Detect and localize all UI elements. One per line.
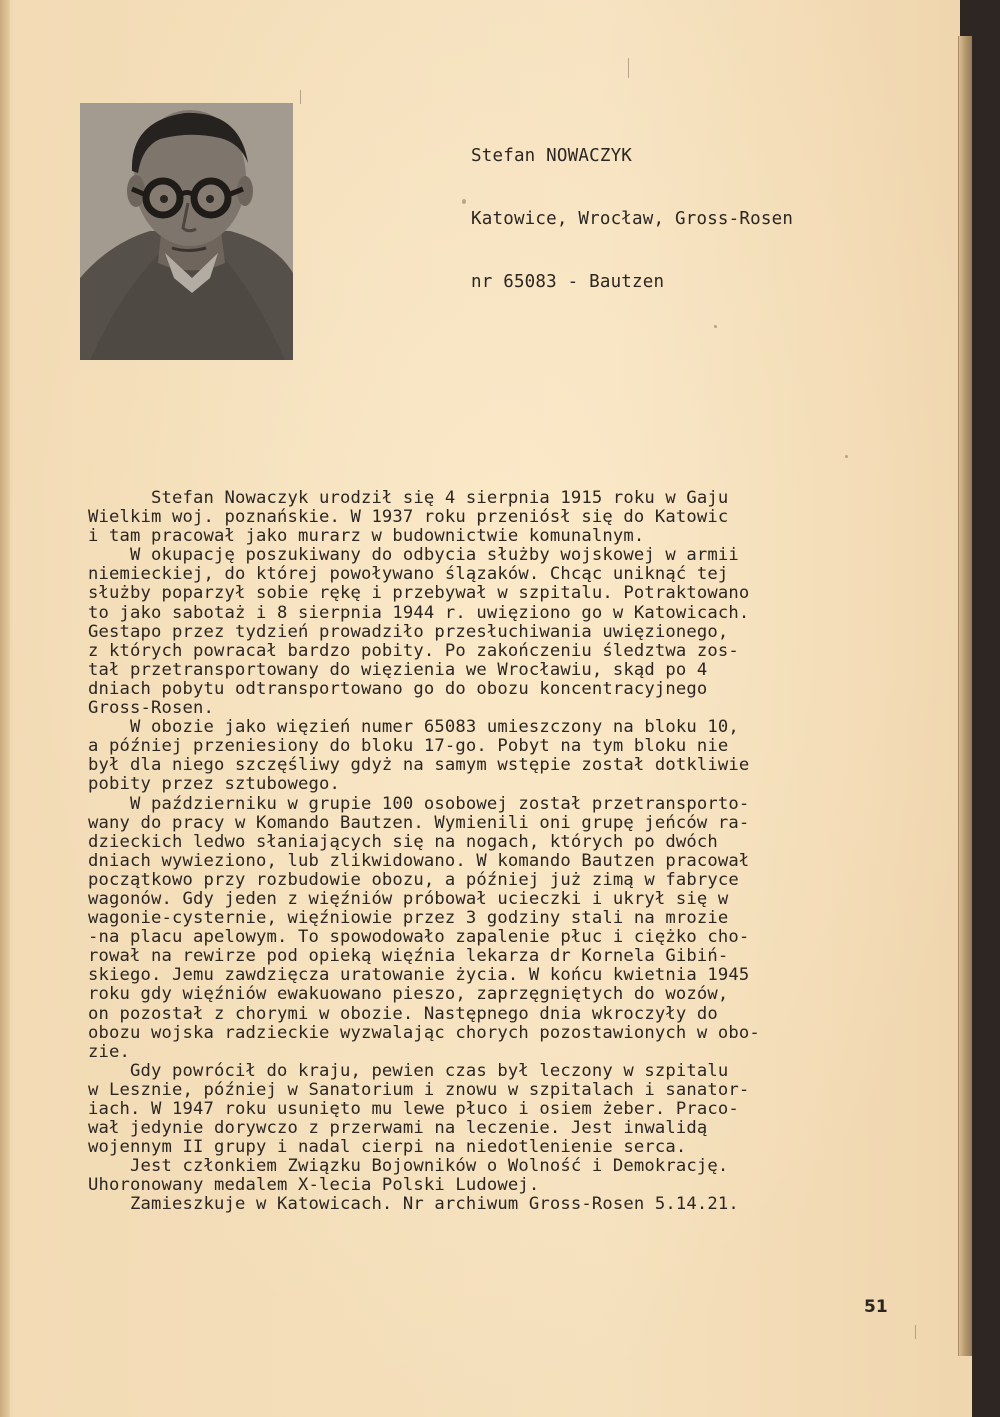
text-line: pobity przez sztubowego. <box>88 774 340 795</box>
portrait-photo-icon <box>80 103 293 360</box>
text-line: Gestapo przez tydzień prowadziło przesłuchiwania uwięzionego, <box>88 621 729 642</box>
text-line: wojennym II grupy i nadal cierpi na niedotlenienie serca. <box>88 1137 687 1158</box>
text-line: wał jedynie dorywczo z przerwami na leczenie. Jest inwalidą <box>88 1118 708 1139</box>
portrait-photo <box>80 103 293 360</box>
text-line: służby poparzył sobie rękę i przebywał w szpitalu. Potraktowano <box>88 583 750 604</box>
page-edge-stack <box>958 36 973 1356</box>
text-line: iach. W 1947 roku usunięto mu lewe płuco i osiem żeber. Praco- <box>88 1099 739 1119</box>
biography-text <box>88 489 878 1215</box>
text-line: skiego. Jemu zawdzięcza uratowanie życia. W końcu kwietnia 1945 <box>88 965 750 986</box>
text-line: on pozostał z chorymi w obozie. Następnego dnia wkroczyły do <box>88 1003 718 1024</box>
text-line: tał przetransportowany do więzienia we Wrocławiu, skąd po 4 <box>88 659 708 680</box>
text-line: dzieckich ledwo słaniających się na nogach, których po dwóch <box>88 831 718 852</box>
prisoner-number: nr 65083 - Bautzen <box>471 272 665 292</box>
paper-speck <box>915 1325 916 1339</box>
text-line: W obozie jako więzień numer 65083 umieszczony na bloku 10, <box>88 717 739 738</box>
text-line: początkowo przy rozbudowie obozu, a później już zimą w fabryce <box>88 869 739 890</box>
text-line: Uhoronowany medalem X-lecia Polski Ludowej. <box>88 1175 540 1196</box>
paper-speck <box>628 58 629 78</box>
text-line: rował na rewirze pod opieką więźnia lekarza dr Kornela Gibiń- <box>88 946 729 967</box>
text-line: Zamieszkuje w Katowicach. Nr archiwum Gross-Rosen 5.14.21. <box>88 1194 739 1215</box>
person-places: Katowice, Wrocław, Gross-Rosen <box>471 209 794 229</box>
text-line: Gross-Rosen. <box>88 698 214 719</box>
text-line: i tam pracował jako murarz w budownictwie komunalnym. <box>88 526 645 547</box>
page-number: 51 <box>864 1297 888 1317</box>
text-line: Stefan Nowaczyk urodził się 4 sierpnia 1915 roku w Gaju <box>88 488 729 508</box>
text-line: Jest członkiem Związku Bojowników o Wolność i Demokrację. <box>88 1156 729 1177</box>
text-line: to jako sabotaż i 8 sierpnia 1944 r. uwięziono go w Katowicach. <box>88 602 750 623</box>
text-line: Wielkim woj. poznańskie. W 1937 roku przeniósł się do Katowic <box>88 507 729 528</box>
text-line: dniach pobytu odtransportowano go do obozu koncentracyjnego <box>88 678 708 699</box>
text-line: zie. <box>88 1041 130 1062</box>
text-line: W okupację poszukiwany do odbycia służby wojskowej w armii <box>88 545 739 566</box>
paper-speck <box>300 90 301 104</box>
scan-background-right <box>972 30 1000 1417</box>
text-line: był dla niego szczęśliwy gdyż na samym wstępie został dotkliwie <box>88 755 750 776</box>
text-line: a później przeniesiony do bloku 17-go. Pobyt na tym bloku nie <box>88 736 729 757</box>
text-line: wagonie-cysternie, więźniowie przez 3 godziny stali na mrozie <box>88 908 729 929</box>
text-line: z których powracał bardzo pobity. Po zakończeniu śledztwa zos- <box>88 640 739 661</box>
book-spine-shadow <box>0 0 10 1417</box>
text-line: obozu wojska radzieckie wyzwalając chorych pozostawionych w obo- <box>88 1022 760 1043</box>
text-line: Gdy powrócił do kraju, pewien czas był leczony w szpitalu <box>88 1060 729 1081</box>
text-line: w Lesznie, później w Sanatorium i znowu w szpitalach i sanator- <box>88 1079 750 1100</box>
person-header <box>471 104 793 335</box>
text-line: roku gdy więźniów ewakuowano pieszo, zaprzęgniętych do wozów, <box>88 984 729 1005</box>
paper-speck <box>462 199 466 204</box>
text-line: -na placu apelowym. To spowodowało zapalenie płuc i ciężko cho- <box>88 927 750 948</box>
text-line: wagonów. Gdy jeden z więźniów próbował ucieczki i ukrył się w <box>88 888 729 909</box>
person-name: Stefan NOWACZYK <box>471 146 633 166</box>
text-line: niemieckiej, do której powoływano ślązaków. Chcąc uniknąć tej <box>88 564 729 585</box>
paper-speck <box>714 325 717 328</box>
text-line: dniach wywieziono, lub zlikwidowano. W komando Bautzen pracował <box>88 850 750 871</box>
text-line: W październiku w grupie 100 osobowej został przetransporto- <box>88 793 750 814</box>
text-line: wany do pracy w Komando Bautzen. Wymienili oni grupę jeńców ra- <box>88 812 750 833</box>
paper-speck <box>845 455 848 458</box>
